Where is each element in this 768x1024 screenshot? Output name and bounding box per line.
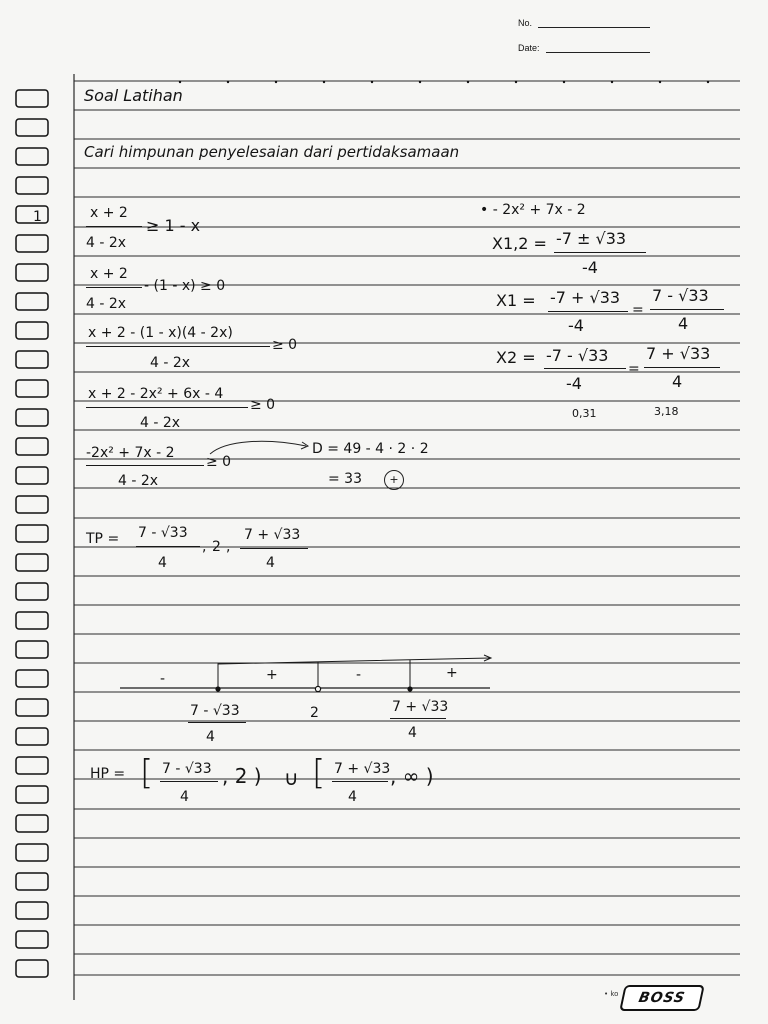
s4-rhs: ≥ 0 (250, 397, 276, 413)
nl-point1-numerator: 7 - √33 (190, 703, 240, 719)
s4-denominator: 4 - 2x (140, 415, 181, 431)
binder-hole (16, 148, 48, 165)
tp-label: TP = (86, 531, 120, 547)
sign-region-3: - (356, 667, 362, 683)
s4-fraction-bar (86, 407, 248, 408)
margin-dot (563, 81, 565, 83)
s5-rhs: ≥ 0 (206, 454, 232, 470)
margin-dot (419, 81, 421, 83)
margin-dot (323, 81, 325, 83)
binder-hole (16, 815, 48, 832)
instruction: Cari himpunan penyelesaian dari pertidaksamaan (84, 143, 460, 161)
margin-dot (611, 81, 613, 83)
x1-denominator: -4 (568, 316, 584, 335)
binder-hole (16, 206, 48, 223)
sign-region-2: + (266, 667, 278, 683)
binder-hole (16, 409, 48, 426)
nl-point2: 2 (310, 705, 319, 721)
s1-denominator: 4 - 2x (86, 235, 127, 251)
binder-hole (16, 351, 48, 368)
d-arrow (206, 436, 316, 460)
hp-interval1-denominator: 4 (180, 789, 189, 805)
s3-fraction-bar (86, 346, 270, 347)
hp-open-bracket-2: [ (312, 753, 326, 793)
nl-point1-bar (188, 722, 246, 723)
binder-hole (16, 293, 48, 310)
s2-numerator: x + 2 (90, 266, 128, 282)
binder-hole (16, 90, 48, 107)
hp-interval2-denominator: 4 (348, 789, 357, 805)
binder-hole (16, 757, 48, 774)
x2-numerator: -7 - √33 (546, 346, 609, 365)
x1-simplified-denominator: 4 (678, 314, 689, 333)
s3-numerator: x + 2 - (1 - x)(4 - 2x) (88, 325, 233, 341)
logo-prefix: • ko (604, 990, 619, 998)
hp-interval2-numerator: 7 + √33 (334, 761, 391, 777)
hp-label: HP = (90, 766, 126, 782)
tp-root1-numerator: 7 - √33 (138, 525, 188, 541)
x2-denominator: -4 (566, 374, 582, 393)
tp-root1-denominator: 4 (158, 555, 167, 571)
x2-simplified-numerator: 7 + √33 (646, 344, 711, 363)
s5-denominator: 4 - 2x (118, 473, 159, 489)
binder-hole (16, 496, 48, 513)
s1-rhs: ≥ 1 - x (146, 216, 201, 235)
binder-hole (16, 380, 48, 397)
nl-point3-denominator: 4 (408, 725, 417, 741)
margin-dot (179, 81, 181, 83)
binder-hole (16, 699, 48, 716)
nl-point3-bar (390, 718, 446, 719)
binder-hole (16, 902, 48, 919)
margin-dot (467, 81, 469, 83)
hp-interval1-numerator: 7 - √33 (162, 761, 212, 777)
binder-hole (16, 235, 48, 252)
margin-dot (659, 81, 661, 83)
s5-fraction-bar (86, 465, 204, 466)
binder-hole (16, 583, 48, 600)
x1-numerator: -7 + √33 (550, 288, 621, 307)
sign-region-4: + (446, 665, 458, 681)
x2-simplified-denominator: 4 (672, 372, 683, 391)
tp-sep2: , (226, 539, 231, 555)
margin-dot (707, 81, 709, 83)
x2-simplified-bar (644, 367, 720, 368)
hp-open-bracket-1: [ (140, 753, 154, 793)
margin-dot (275, 81, 277, 83)
binder-hole (16, 931, 48, 948)
s3-denominator: 4 - 2x (150, 355, 191, 371)
number-line (120, 650, 500, 700)
quadratic: • - 2x² + 7x - 2 (480, 202, 586, 218)
x1-equals: = (632, 302, 644, 318)
discriminant-result: = 33 (328, 471, 362, 487)
s5-numerator: -2x² + 7x - 2 (86, 445, 175, 461)
tp-root2-denominator: 4 (266, 555, 275, 571)
approx-root-1: 0,31 (572, 407, 597, 420)
title: Soal Latihan (84, 86, 183, 105)
brand-logo (619, 985, 705, 1011)
margin-dot (371, 81, 373, 83)
d-sign-circle: + (384, 470, 404, 490)
s4-numerator: x + 2 - 2x² + 6x - 4 (88, 386, 224, 402)
date-label: Date: (518, 43, 540, 53)
nl-point3-numerator: 7 + √33 (392, 699, 449, 715)
tp-mid: 2 (212, 539, 221, 555)
approx-root-2: 3,18 (654, 405, 679, 418)
x12-numerator: -7 ± √33 (556, 229, 627, 248)
binder-hole (16, 670, 48, 687)
x12-label: X1,2 = (492, 234, 547, 253)
binder-hole (16, 322, 48, 339)
hp-interval1-bar (160, 781, 218, 782)
s2-rhs: - (1 - x) ≥ 0 (144, 278, 226, 294)
binder-hole (16, 554, 48, 571)
hp-interval1-end: , 2 ) (222, 764, 262, 788)
s1-numerator: x + 2 (90, 205, 128, 221)
brand-logo-text: BOSS (637, 990, 687, 1006)
binder-hole (16, 612, 48, 629)
binder-hole (16, 960, 48, 977)
no-label: No. (518, 18, 533, 28)
binder-hole (16, 786, 48, 803)
tp-sep1: , (202, 539, 207, 555)
binder-hole (16, 641, 48, 658)
x1-simplified-numerator: 7 - √33 (652, 286, 709, 305)
x1-fraction-bar (548, 311, 628, 312)
binder-hole (16, 844, 48, 861)
hp-interval2-bar (332, 781, 388, 782)
hp-interval2-end: , ∞ ) (390, 764, 434, 788)
nl-point1-denominator: 4 (206, 729, 215, 745)
x12-fraction-bar (554, 252, 646, 253)
s3-rhs: ≥ 0 (272, 337, 298, 353)
tp-root1-bar (136, 546, 200, 547)
tp-root2-numerator: 7 + √33 (244, 527, 301, 543)
hp-union: ∪ (284, 766, 299, 790)
binder-hole (16, 177, 48, 194)
sign-region-1: - (160, 671, 166, 687)
binder-hole (16, 728, 48, 745)
x1-label: X1 = (496, 291, 536, 310)
x12-denominator: -4 (582, 258, 598, 277)
margin-dot (227, 81, 229, 83)
discriminant: D = 49 - 4 · 2 · 2 (312, 441, 429, 457)
binder-hole (16, 873, 48, 890)
binder-hole (16, 438, 48, 455)
x2-equals: = (628, 361, 640, 377)
s2-fraction-bar (86, 287, 142, 288)
binder-hole (16, 119, 48, 136)
binder-hole (16, 525, 48, 542)
margin-dot (515, 81, 517, 83)
tp-root2-bar (240, 548, 308, 549)
x2-label: X2 = (496, 348, 536, 367)
problem-number: 1 (33, 209, 42, 225)
binder-hole (16, 264, 48, 281)
x1-simplified-bar (650, 309, 724, 310)
x2-fraction-bar (544, 368, 626, 369)
binder-hole (16, 467, 48, 484)
s1-fraction-bar (86, 226, 142, 227)
s2-denominator: 4 - 2x (86, 296, 127, 312)
